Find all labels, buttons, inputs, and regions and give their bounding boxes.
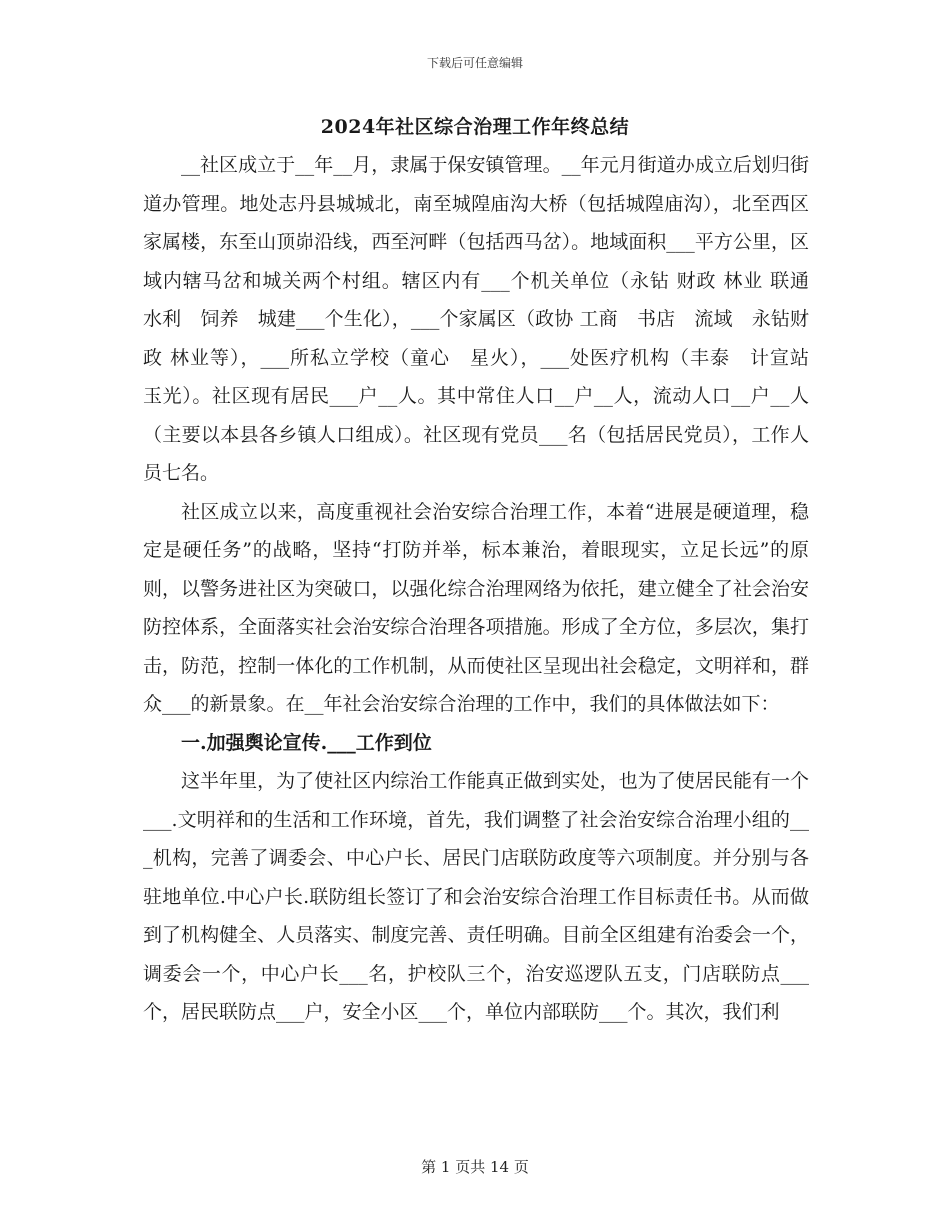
document-title: 2024年社区综合治理工作年终总结 bbox=[320, 116, 630, 138]
header-note: 下载后可任意编辑 bbox=[426, 56, 523, 70]
document-body bbox=[143, 146, 829, 1032]
paragraph-overview: 社区成立以来，高度重视社会治安综合治理工作，本着“进展是硬道理，稳定是硬任务”的战略，坚持“打防并举，标本兼治，着眼现实，立足长远”的原则，以警务进社区为突破口，以强化综合治理网络为依托，建立健全了社会治安防控体系，全面落实社会治安综合治理各项措施。形成了全方位，多层次，集打击，防范，控制一体化的工作机制，从而使社区呈现出社会稳定，文明祥和，群众___的新景象。在__年社会治安综合治理的工作中，我们的具体做法如下： bbox=[143, 500, 809, 715]
paragraph-section-1: 这半年里，为了使社区内综治工作能真正做到实处，也为了使居民能有一个___.文明祥和的生活和工作环境，首先，我们调整了社会治安综合治理小组的___机构，完善了调委会、中心户长、居民门店联防政度等六项制度。并分别与各驻地单位.中心户长.联防组长签订了和会治安综合治理工作目标责任书。从而做到了机构健全、人员落实、制度完善、责任明确。目前全区组建有治委会一个，调委会一个，中心户长___名，护校队三个，治安巡逻队五支，门店联防点___个，居民联防点___户，安全小区___个，单位内部联防___个。其次，我们利 bbox=[143, 770, 809, 1023]
page-footer: 第 1 页共 14 页 bbox=[421, 1158, 529, 1176]
section-heading-1: 一.加强舆论宣传.___工作到位 bbox=[181, 731, 432, 754]
paragraph-intro: __社区成立于__年__月，隶属于保安镇管理。__年元月街道办成立后划归街道办管理。地处志丹县城城北，南至城隍庙沟大桥（包括城隍庙沟），北至西区家属楼，东至山顶峁沿线，西至河畔（包括西马岔）。地域面积___平方公里，区域内辖马岔和城关两个村组。辖区内有___个机关单位（永钻 财政 林业 联通 水利 饲养 城建___个生化），___个家属区（政协 工商 书店 流域 永钻财政 林业等），___所私立学校（童心 星火），___处医疗机构（丰泰 计宣站 玉光）。社区现有居民___户__人。其中常住人口__户__人，流动人口__户__人（主要以本县各乡镇人口组成）。社区现有党员___名（包括居民党员），工作人员七名。 bbox=[143, 154, 829, 484]
